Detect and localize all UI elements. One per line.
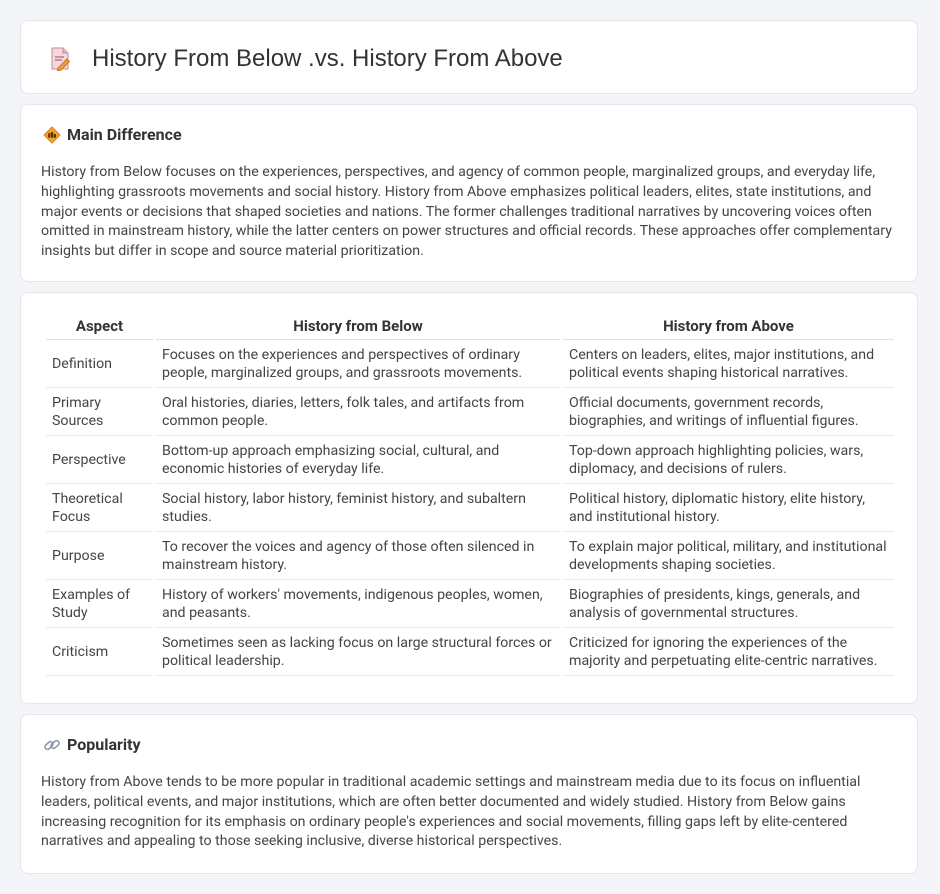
table-row bbox=[46, 580, 894, 628]
table-row bbox=[46, 340, 894, 388]
main-difference-text: History from Below focuses on the experiences, perspectives, and agency of common people, marginalized groups, and everyday life, highlighting grassroots movements and social history. History from Above emphasizes political leaders, elites, state institutions, and major events or decisions that shaped societies and nations. The former challenges traditional narratives by uncovering voices often omitted in mainstream history, while the latter centers on power structures and official records. These approaches offer complementary insights but differ in scope and source material prioritization. bbox=[41, 164, 892, 260]
table-row bbox=[46, 484, 894, 532]
main-difference-heading bbox=[43, 125, 182, 144]
below-cell: Social history, labor history, feminist history, and subaltern studies. bbox=[156, 484, 560, 532]
header-card bbox=[20, 20, 918, 94]
aspect-cell: Primary Sources bbox=[46, 388, 153, 436]
aspect-cell: Examples of Study bbox=[46, 580, 153, 628]
below-cell: Bottom-up approach emphasizing social, cultural, and economic histories of everyday life. bbox=[156, 436, 560, 484]
popularity-heading bbox=[43, 735, 141, 754]
aspect-cell: Purpose bbox=[46, 532, 153, 580]
below-cell: Sometimes seen as lacking focus on large structural forces or political leadership. bbox=[156, 628, 560, 676]
page-title: History From Below .vs. History From Above bbox=[92, 45, 563, 72]
below-cell: To recover the voices and agency of those often silenced in mainstream history. bbox=[156, 532, 560, 580]
popularity-text: History from Above tends to be more popular in traditional academic settings and mainstream media due to its focus on influential leaders, political events, and major institutions, which are often better documented and widely studied. History from Below gains increasing recognition for its emphasis on ordinary people's experiences and social movements, filling gaps left by elite-centered narratives and appealing to those seeking inclusive, diverse historical perspectives. bbox=[41, 774, 861, 850]
below-cell: History of workers' movements, indigenous peoples, women, and peasants. bbox=[156, 580, 560, 628]
aspect-cell: Perspective bbox=[46, 436, 153, 484]
above-cell: Official documents, government records, biographies, and writings of influential figures. bbox=[563, 388, 894, 436]
table-row bbox=[46, 436, 894, 484]
aspect-cell: Definition bbox=[46, 340, 153, 388]
comparison-table bbox=[43, 313, 897, 676]
below-cell: Oral histories, diaries, letters, folk tales, and artifacts from common people. bbox=[156, 388, 560, 436]
column-header-above: History from Above bbox=[563, 313, 894, 340]
table-header-row bbox=[46, 313, 894, 340]
comparison-table-section bbox=[20, 292, 918, 704]
above-cell: Criticized for ignoring the experiences of the majority and perpetuating elite-centric narratives. bbox=[563, 628, 894, 676]
column-header-below: History from Below bbox=[156, 313, 560, 340]
diamond-sign-icon bbox=[43, 126, 61, 144]
main-difference-section bbox=[20, 104, 918, 282]
above-cell: Top-down approach highlighting policies, wars, diplomacy, and decisions of rulers. bbox=[563, 436, 894, 484]
below-cell: Focuses on the experiences and perspectives of ordinary people, marginalized groups, and grassroots movements. bbox=[156, 340, 560, 388]
aspect-cell: Criticism bbox=[46, 628, 153, 676]
above-cell: To explain major political, military, and institutional developments shaping societies. bbox=[563, 532, 894, 580]
document-edit-icon bbox=[49, 47, 71, 71]
above-cell: Biographies of presidents, kings, generals, and analysis of governmental structures. bbox=[563, 580, 894, 628]
popularity-section bbox=[20, 714, 918, 874]
table-row bbox=[46, 532, 894, 580]
table-row bbox=[46, 628, 894, 676]
table-row bbox=[46, 388, 894, 436]
aspect-cell: Theoretical Focus bbox=[46, 484, 153, 532]
column-header-aspect: Aspect bbox=[46, 313, 153, 340]
popularity-title: Popularity bbox=[67, 735, 141, 754]
above-cell: Centers on leaders, elites, major institutions, and political events shaping historical narratives. bbox=[563, 340, 894, 388]
main-difference-title: Main Difference bbox=[67, 125, 182, 144]
above-cell: Political history, diplomatic history, elite history, and institutional history. bbox=[563, 484, 894, 532]
link-icon bbox=[43, 736, 61, 754]
